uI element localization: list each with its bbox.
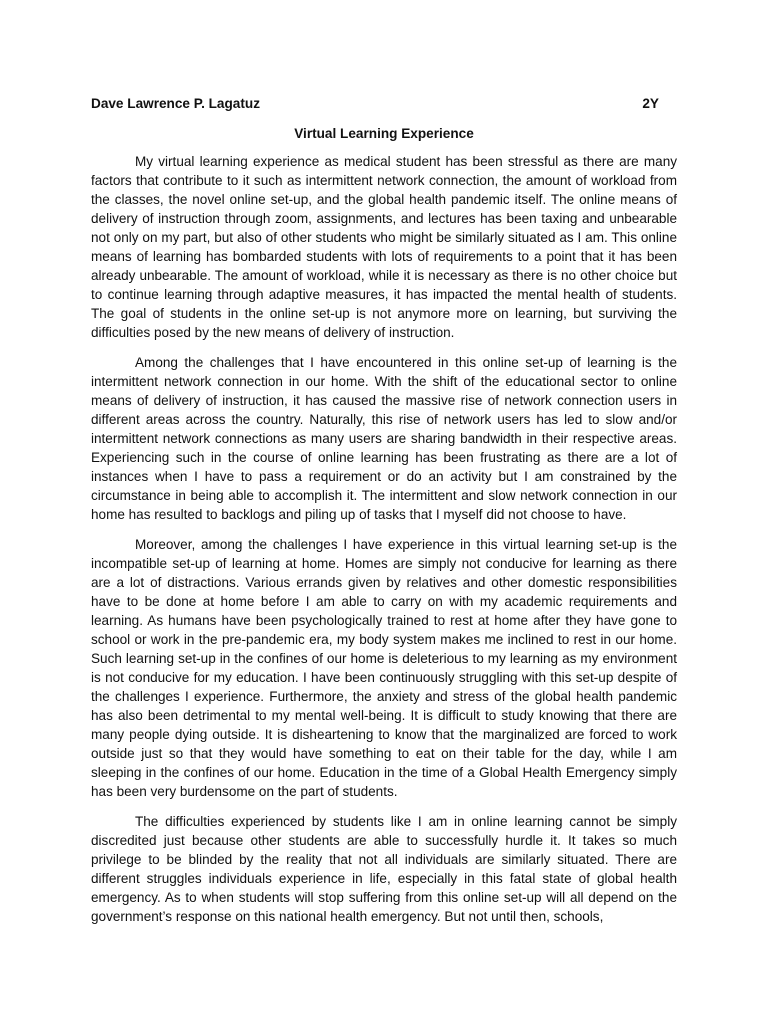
essay-body (91, 152, 677, 926)
document-page (91, 94, 677, 937)
paragraph: The difficulties experienced by students like I am in online learning cannot be simply discredited just because other students are able to successfully hurdle it. It takes so much privilege to be blinded by the reality that not all individuals are similarly situated. There are different struggles individuals experience in life, especially in this fatal state of global health emergency. As to when students will stop suffering from this online set-up will all depend on the government’s response on this national health emergency. But not until then, schools, (91, 814, 677, 924)
paragraph: Among the challenges that I have encountered in this online set-up of learning is the intermittent network connection in our home. With the shift of the educational sector to online means of delivery of instruction, it has caused the massive rise of network connection users in different areas across the country. Naturally, this rise of network users has led to slow and/or intermittent network connections as many users are sharing bandwidth in their respective areas. Experiencing such in the course of online learning has been frustrating as there are a lot of instances when I have to pass a requirement or do an activity but I am constrained by the circumstance in being able to accomplish it. The intermittent and slow network connection in our home has resulted to backlogs and piling up of tasks that I myself did not choose to have. (91, 355, 677, 522)
author-name: Dave Lawrence P. Lagatuz (91, 96, 260, 111)
class-section: 2Y (642, 96, 659, 111)
document-title: Virtual Learning Experience (294, 126, 474, 141)
paragraph: Moreover, among the challenges I have experience in this virtual learning set-up is the incompatible set-up of learning at home. Homes are simply not conducive for learning as there are a lot of distractions. Various errands given by relatives and other domestic responsibilities have to be done at home before I am able to carry on with my academic requirements and learning. As humans have been psychologically trained to rest at home after they have gone to school or work in the pre-pandemic era, my body system makes me inclined to rest in our home. Such learning set-up in the confines of our home is deleterious to my learning as my environment is not conducive for my education. I have been continuously struggling with this set-up despite of the challenges I experience. Furthermore, the anxiety and stress of the global health pandemic has also been detrimental to my mental well-being. It is difficult to study knowing that there are many people dying outside. It is disheartening to know that the marginalized are forced to work outside just so that they would have something to eat on their table for the day, while I am sleeping in the confines of our home. Education in the time of a Global Health Emergency simply has been very burdensome on the part of students. (91, 537, 677, 799)
paragraph: My virtual learning experience as medical student has been stressful as there are many factors that contribute to it such as intermittent network connection, the amount of workload from the classes, the novel online set-up, and the global health pandemic itself. The online means of delivery of instruction through zoom, assignments, and lectures has been taxing and unbearable not only on my part, but also of other students who might be similarly situated as I am. This online means of learning has bombarded students with lots of requirements to a point that it has been already unbearable. The amount of workload, while it is necessary as there is no other choice but to continue learning through adaptive measures, it has impacted the mental health of students. The goal of students in the online set-up is not anymore more on learning, but surviving the difficulties posed by the new means of delivery of instruction. (91, 154, 677, 340)
document-header (91, 94, 677, 113)
